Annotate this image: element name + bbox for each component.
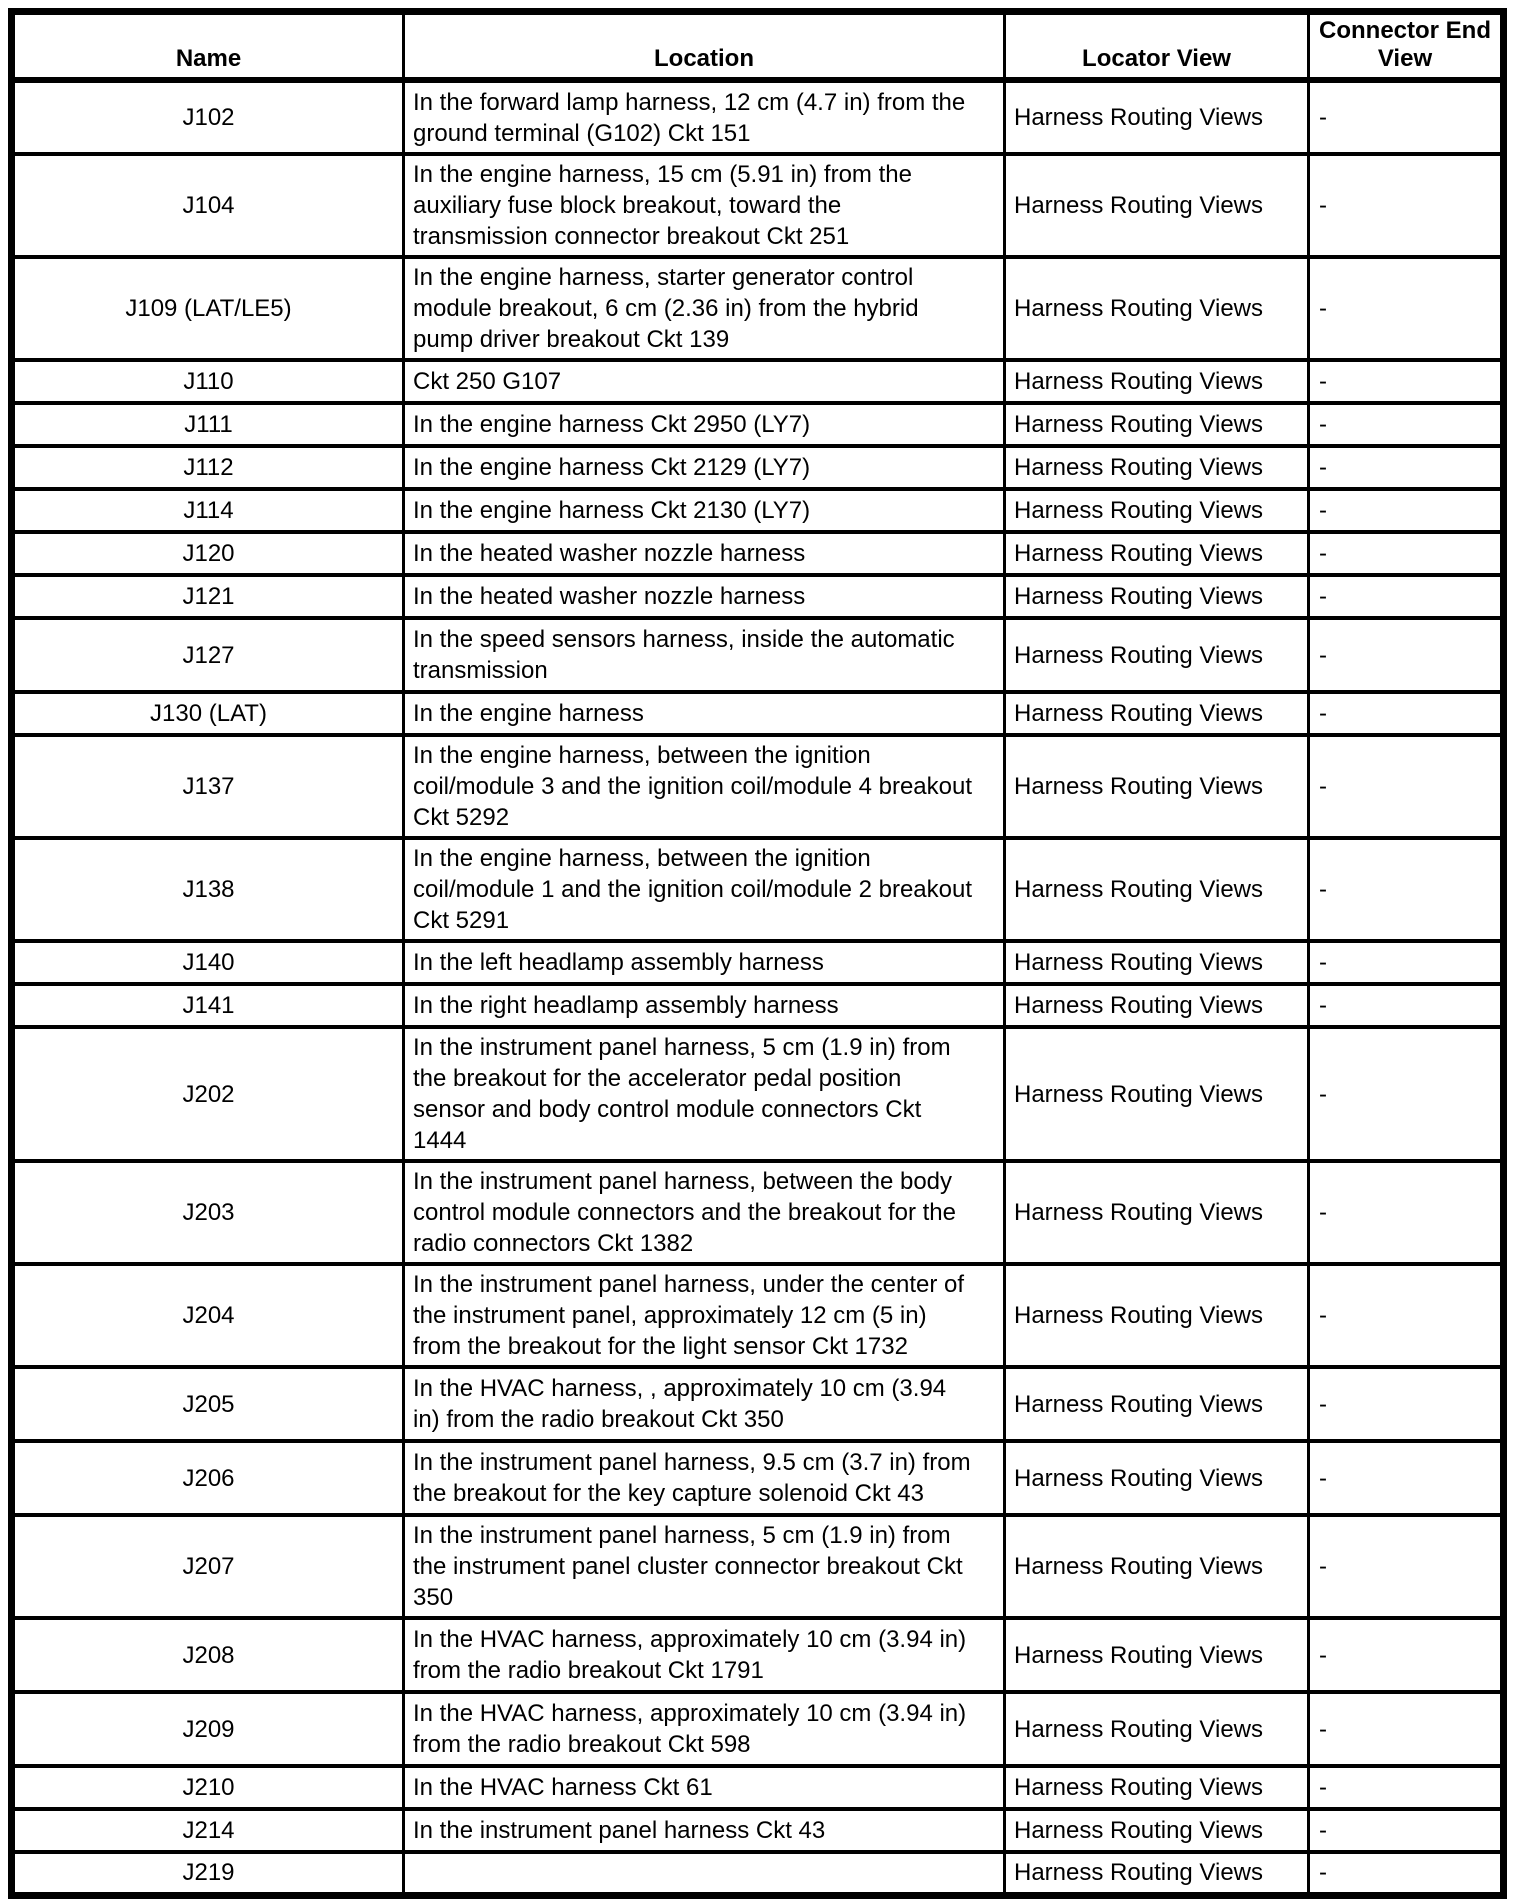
location-cell: In the left headlamp assembly harness [404,941,1005,984]
location-cell: In the engine harness Ckt 2129 (LY7) [404,446,1005,489]
location-cell: In the engine harness, between the ignition coil/module 3 and the ignition coil/module 4 breakout Ckt 5292 [404,735,1005,838]
connector-end-view-cell: - [1309,1027,1504,1161]
location-cell: In the engine harness, 15 cm (5.91 in) from the auxiliary fuse block breakout, toward the transmission connector breakout Ckt 251 [404,154,1005,257]
locator-view-cell: Harness Routing Views [1005,80,1309,154]
locator-view-cell: Harness Routing Views [1005,532,1309,575]
table-row [12,941,1504,984]
table-row [12,1692,1504,1766]
header-locator-view: Locator View [1005,12,1309,81]
location-cell: In the engine harness, between the ignition coil/module 1 and the ignition coil/module 2 breakout Ckt 5291 [404,838,1005,941]
name-cell: J102 [12,80,404,154]
connector-end-view-cell: - [1309,257,1504,360]
name-cell: J109 (LAT/LE5) [12,257,404,360]
name-cell: J202 [12,1027,404,1161]
connector-end-view-cell: - [1309,532,1504,575]
name-cell: J206 [12,1441,404,1515]
connector-end-view-cell: - [1309,1515,1504,1618]
location-cell: In the HVAC harness, approximately 10 cm (3.94 in) from the radio breakout Ckt 598 [404,1692,1005,1766]
location-cell: In the HVAC harness Ckt 61 [404,1766,1005,1809]
name-cell: J207 [12,1515,404,1618]
location-cell: Ckt 250 G107 [404,360,1005,403]
connector-end-view-cell: - [1309,360,1504,403]
table-row [12,1515,1504,1618]
name-cell: J114 [12,489,404,532]
connector-end-view-cell: - [1309,80,1504,154]
name-cell: J104 [12,154,404,257]
name-cell: J208 [12,1618,404,1692]
name-cell: J137 [12,735,404,838]
header-connector-end-view: Connector End View [1309,12,1504,81]
location-cell: In the heated washer nozzle harness [404,532,1005,575]
name-cell: J203 [12,1161,404,1264]
locator-view-cell: Harness Routing Views [1005,735,1309,838]
connector-end-view-cell: - [1309,735,1504,838]
location-cell: In the instrument panel harness Ckt 43 [404,1809,1005,1852]
connector-location-table [8,8,1507,1899]
locator-view-cell: Harness Routing Views [1005,1515,1309,1618]
locator-view-cell: Harness Routing Views [1005,1852,1309,1895]
locator-view-cell: Harness Routing Views [1005,1692,1309,1766]
table-row [12,80,1504,154]
locator-view-cell: Harness Routing Views [1005,575,1309,618]
connector-end-view-cell: - [1309,1809,1504,1852]
locator-view-cell: Harness Routing Views [1005,618,1309,692]
table-row [12,575,1504,618]
table-row [12,984,1504,1027]
connector-end-view-cell: - [1309,838,1504,941]
location-cell: In the engine harness [404,692,1005,735]
name-cell: J127 [12,618,404,692]
locator-view-cell: Harness Routing Views [1005,489,1309,532]
name-cell: J121 [12,575,404,618]
locator-view-cell: Harness Routing Views [1005,1264,1309,1367]
table-row [12,446,1504,489]
name-cell: J210 [12,1766,404,1809]
location-cell: In the engine harness Ckt 2130 (LY7) [404,489,1005,532]
name-cell: J214 [12,1809,404,1852]
location-cell: In the heated washer nozzle harness [404,575,1005,618]
locator-view-cell: Harness Routing Views [1005,154,1309,257]
location-cell: In the instrument panel harness, between the body control module connectors and the breakout for the radio connectors Ckt 1382 [404,1161,1005,1264]
table-row [12,1766,1504,1809]
table-row [12,1161,1504,1264]
location-cell: In the instrument panel harness, 9.5 cm (3.7 in) from the breakout for the key capture solenoid Ckt 43 [404,1441,1005,1515]
connector-end-view-cell: - [1309,1161,1504,1264]
location-cell: In the engine harness, starter generator control module breakout, 6 cm (2.36 in) from the hybrid pump driver breakout Ckt 139 [404,257,1005,360]
locator-view-cell: Harness Routing Views [1005,1367,1309,1441]
table-row [12,1367,1504,1441]
name-cell: J219 [12,1852,404,1895]
locator-view-cell: Harness Routing Views [1005,360,1309,403]
table-row [12,1809,1504,1852]
connector-end-view-cell: - [1309,941,1504,984]
location-cell: In the instrument panel harness, under the center of the instrument panel, approximately 12 cm (5 in) from the breakout for the light sensor Ckt 1732 [404,1264,1005,1367]
table-row [12,1027,1504,1161]
connector-end-view-cell: - [1309,1367,1504,1441]
name-cell: J141 [12,984,404,1027]
connector-end-view-cell: - [1309,1766,1504,1809]
locator-view-cell: Harness Routing Views [1005,941,1309,984]
location-cell: In the right headlamp assembly harness [404,984,1005,1027]
connector-end-view-cell: - [1309,1618,1504,1692]
name-cell: J138 [12,838,404,941]
location-cell: In the instrument panel harness, 5 cm (1.9 in) from the breakout for the accelerator pedal position sensor and body control module connectors Ckt 1444 [404,1027,1005,1161]
locator-view-cell: Harness Routing Views [1005,1027,1309,1161]
name-cell: J110 [12,360,404,403]
table-body [12,80,1504,1895]
connector-end-view-cell: - [1309,446,1504,489]
table-row [12,1852,1504,1895]
table-row [12,257,1504,360]
connector-end-view-cell: - [1309,403,1504,446]
header-name: Name [12,12,404,81]
table-row [12,618,1504,692]
locator-view-cell: Harness Routing Views [1005,1809,1309,1852]
name-cell: J120 [12,532,404,575]
location-cell [404,1852,1005,1895]
connector-end-view-cell: - [1309,489,1504,532]
locator-view-cell: Harness Routing Views [1005,984,1309,1027]
location-cell: In the instrument panel harness, 5 cm (1.9 in) from the instrument panel cluster connector breakout Ckt 350 [404,1515,1005,1618]
location-cell: In the HVAC harness, , approximately 10 cm (3.94 in) from the radio breakout Ckt 350 [404,1367,1005,1441]
location-cell: In the forward lamp harness, 12 cm (4.7 in) from the ground terminal (G102) Ckt 151 [404,80,1005,154]
locator-view-cell: Harness Routing Views [1005,1766,1309,1809]
name-cell: J140 [12,941,404,984]
table-row [12,838,1504,941]
connector-end-view-cell: - [1309,1264,1504,1367]
table-row [12,1441,1504,1515]
connector-end-view-cell: - [1309,1692,1504,1766]
table-row [12,1264,1504,1367]
table-row [12,735,1504,838]
table-row [12,1618,1504,1692]
locator-view-cell: Harness Routing Views [1005,446,1309,489]
connector-end-view-cell: - [1309,984,1504,1027]
name-cell: J130 (LAT) [12,692,404,735]
name-cell: J209 [12,1692,404,1766]
locator-view-cell: Harness Routing Views [1005,1441,1309,1515]
location-cell: In the speed sensors harness, inside the automatic transmission [404,618,1005,692]
header-location: Location [404,12,1005,81]
name-cell: J112 [12,446,404,489]
location-cell: In the HVAC harness, approximately 10 cm (3.94 in) from the radio breakout Ckt 1791 [404,1618,1005,1692]
name-cell: J205 [12,1367,404,1441]
table-row [12,154,1504,257]
table-row [12,692,1504,735]
locator-view-cell: Harness Routing Views [1005,692,1309,735]
connector-end-view-cell: - [1309,1441,1504,1515]
locator-view-cell: Harness Routing Views [1005,838,1309,941]
connector-end-view-cell: - [1309,618,1504,692]
connector-end-view-cell: - [1309,154,1504,257]
locator-view-cell: Harness Routing Views [1005,1161,1309,1264]
name-cell: J111 [12,403,404,446]
name-cell: J204 [12,1264,404,1367]
connector-end-view-cell: - [1309,692,1504,735]
locator-view-cell: Harness Routing Views [1005,403,1309,446]
connector-end-view-cell: - [1309,1852,1504,1895]
connector-end-view-cell: - [1309,575,1504,618]
table-row [12,360,1504,403]
header-row [12,12,1504,81]
table-row [12,489,1504,532]
table-row [12,403,1504,446]
table-row [12,532,1504,575]
location-cell: In the engine harness Ckt 2950 (LY7) [404,403,1005,446]
locator-view-cell: Harness Routing Views [1005,257,1309,360]
locator-view-cell: Harness Routing Views [1005,1618,1309,1692]
